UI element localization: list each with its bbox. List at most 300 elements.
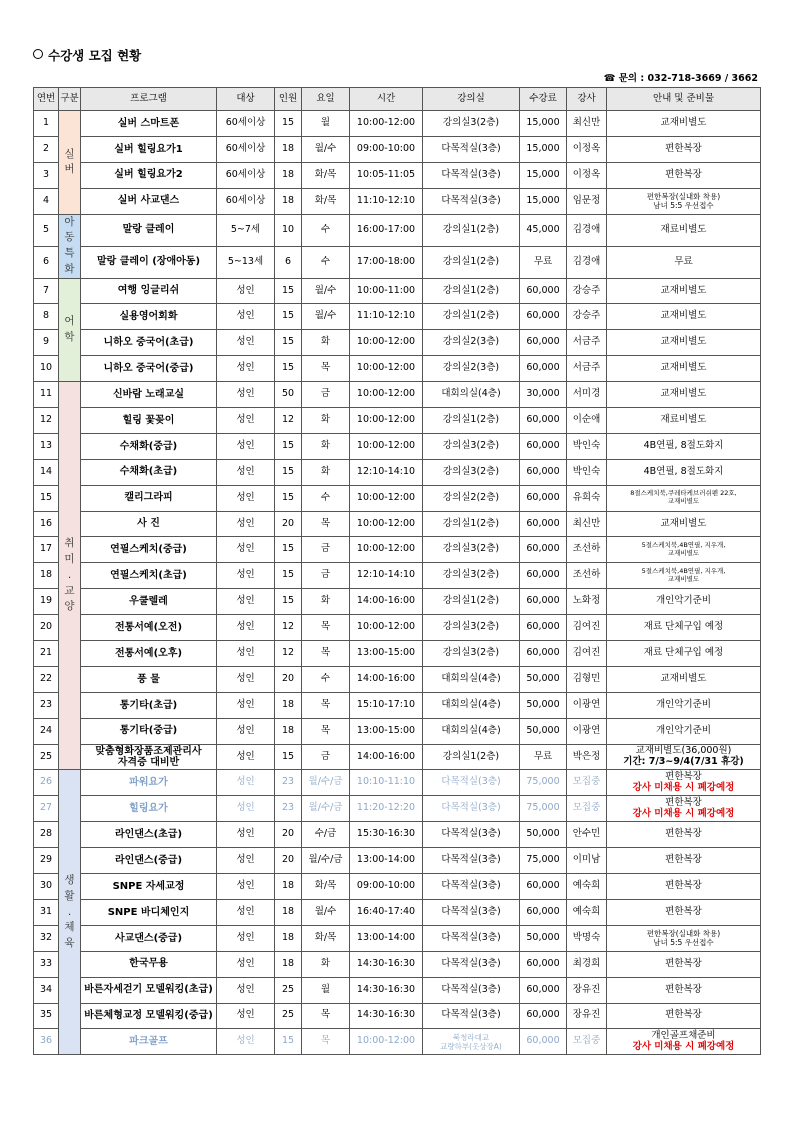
- cell-note: 8절스케치북,쿠레타케브러쉬펜 22호, 교재비별도: [607, 485, 761, 511]
- table-row: [34, 744, 761, 770]
- cell-teacher: 조선하: [567, 563, 607, 589]
- cell-day: 목: [302, 641, 350, 667]
- cell-day: 화: [302, 330, 350, 356]
- cell-day: 목: [302, 692, 350, 718]
- cell-target: 60세이상: [217, 111, 275, 137]
- cell-room: 대회의실(4층): [423, 666, 520, 692]
- cell-room: 북청라대교 교량하부(옷상장A): [423, 1029, 520, 1055]
- cell-time: 14:30-16:30: [350, 1003, 423, 1029]
- cell-teacher: 유희숙: [567, 485, 607, 511]
- cell-teacher: 서금주: [567, 330, 607, 356]
- cell-program: 연필스케치(중급): [81, 537, 217, 563]
- cell-teacher: 이정옥: [567, 162, 607, 188]
- table-row: [34, 874, 761, 900]
- cell-room: 강의실1(2층): [423, 214, 520, 246]
- cell-target: 성인: [217, 589, 275, 615]
- cell-note: 교재비별도: [607, 382, 761, 408]
- cell-teacher: 김경애: [567, 246, 607, 278]
- table-row: [34, 246, 761, 278]
- cell-teacher: 강승주: [567, 278, 607, 304]
- cell-time: 13:00-14:00: [350, 848, 423, 874]
- cell-fee: 45,000: [520, 214, 567, 246]
- header-cell: 시간: [350, 88, 423, 111]
- cell-day: 월/수: [302, 278, 350, 304]
- header-cell: 강사: [567, 88, 607, 111]
- cell-no: 18: [34, 563, 59, 589]
- cell-teacher: 모집중: [567, 796, 607, 822]
- cell-teacher: 김여진: [567, 641, 607, 667]
- cell-fee: 60,000: [520, 615, 567, 641]
- cell-no: 10: [34, 356, 59, 382]
- cell-fee: 50,000: [520, 822, 567, 848]
- table-row: [34, 136, 761, 162]
- cell-capacity: 15: [275, 744, 302, 770]
- cell-no: 22: [34, 666, 59, 692]
- cell-time: 10:10-11:10: [350, 770, 423, 796]
- cell-room: 다목적실(3층): [423, 136, 520, 162]
- cell-day: 화: [302, 433, 350, 459]
- cell-capacity: 18: [275, 925, 302, 951]
- cell-note: 개인악기준비: [607, 692, 761, 718]
- cell-room: 강의실2(3층): [423, 356, 520, 382]
- cell-program: 파워요가: [81, 770, 217, 796]
- cell-day: 목: [302, 718, 350, 744]
- cell-fee: 60,000: [520, 537, 567, 563]
- cell-capacity: 50: [275, 382, 302, 408]
- cell-room: 다목적실(3층): [423, 874, 520, 900]
- cell-day: 금: [302, 563, 350, 589]
- cell-teacher: 최신만: [567, 511, 607, 537]
- cell-day: 목: [302, 1003, 350, 1029]
- cell-program: 수채화(초급): [81, 459, 217, 485]
- cell-no: 15: [34, 485, 59, 511]
- cell-room: 대회의실(4층): [423, 692, 520, 718]
- table-row: [34, 162, 761, 188]
- cell-time: 10:00-12:00: [350, 615, 423, 641]
- cell-teacher: 이정옥: [567, 136, 607, 162]
- cell-room: 다목적실(3층): [423, 1003, 520, 1029]
- cell-time: 15:10-17:10: [350, 692, 423, 718]
- cell-note: 교재비별도: [607, 278, 761, 304]
- cell-no: 9: [34, 330, 59, 356]
- cell-room: 다목적실(3층): [423, 925, 520, 951]
- table-row: [34, 1003, 761, 1029]
- cell-program: 한국무용: [81, 951, 217, 977]
- cell-program: 여행 잉글리쉬: [81, 278, 217, 304]
- cell-note: 교재비별도: [607, 304, 761, 330]
- cell-fee: 75,000: [520, 770, 567, 796]
- cell-day: 수: [302, 246, 350, 278]
- cell-note: 편한복장: [607, 874, 761, 900]
- cell-teacher: 강승주: [567, 304, 607, 330]
- cell-note: 4B연필, 8절도화지: [607, 433, 761, 459]
- cell-note: 재료 단체구입 예정: [607, 641, 761, 667]
- table-row: [34, 304, 761, 330]
- cell-room: 강의실1(2층): [423, 589, 520, 615]
- cell-no: 24: [34, 718, 59, 744]
- cell-note: 교재비별도: [607, 356, 761, 382]
- cell-note: 편한복장: [607, 822, 761, 848]
- cell-program: 실버 스마트폰: [81, 111, 217, 137]
- cell-target: 성인: [217, 485, 275, 511]
- cell-target: 성인: [217, 330, 275, 356]
- cell-fee: 60,000: [520, 408, 567, 434]
- header-cell: 강의실: [423, 88, 520, 111]
- cell-note: 편한복장: [607, 1003, 761, 1029]
- cell-day: 화/목: [302, 188, 350, 214]
- cell-fee: 60,000: [520, 1029, 567, 1055]
- cell-capacity: 20: [275, 511, 302, 537]
- cell-target: 성인: [217, 408, 275, 434]
- cell-time: 10:00-12:00: [350, 330, 423, 356]
- cell-capacity: 18: [275, 874, 302, 900]
- cell-teacher: 이광연: [567, 718, 607, 744]
- cell-program: 말랑 클레이 (장애아동): [81, 246, 217, 278]
- cell-target: 성인: [217, 563, 275, 589]
- cell-capacity: 20: [275, 822, 302, 848]
- header-cell: 연번: [34, 88, 59, 111]
- cell-no: 8: [34, 304, 59, 330]
- cell-fee: 60,000: [520, 356, 567, 382]
- cell-no: 32: [34, 925, 59, 951]
- cell-target: 성인: [217, 1003, 275, 1029]
- cell-room: 강의실1(2층): [423, 408, 520, 434]
- cell-teacher: 장유진: [567, 977, 607, 1003]
- cell-note: 재료 단체구입 예정: [607, 615, 761, 641]
- table-row: [34, 511, 761, 537]
- table-row: [34, 485, 761, 511]
- cell-target: 성인: [217, 382, 275, 408]
- cell-target: 성인: [217, 615, 275, 641]
- cell-program: 바른체형교정 모델워킹(중급): [81, 1003, 217, 1029]
- cell-program: 바른자세걷기 모델워킹(초급): [81, 977, 217, 1003]
- cell-no: 21: [34, 641, 59, 667]
- table-row: [34, 433, 761, 459]
- cell-capacity: 18: [275, 162, 302, 188]
- cell-room: 강의실1(2층): [423, 278, 520, 304]
- cell-day: 월: [302, 977, 350, 1003]
- cell-target: 성인: [217, 770, 275, 796]
- cell-fee: 50,000: [520, 692, 567, 718]
- cell-no: 29: [34, 848, 59, 874]
- cell-fee: 75,000: [520, 848, 567, 874]
- category-cell: 취 미 . 교 양: [59, 382, 81, 770]
- cell-capacity: 15: [275, 304, 302, 330]
- cell-program: 사교댄스(중급): [81, 925, 217, 951]
- cell-program: 말랑 클레이: [81, 214, 217, 246]
- cell-capacity: 25: [275, 977, 302, 1003]
- cell-fee: 60,000: [520, 589, 567, 615]
- cell-program: 힐링요가: [81, 796, 217, 822]
- cell-no: 12: [34, 408, 59, 434]
- cell-time: 09:00-10:00: [350, 874, 423, 900]
- cell-target: 성인: [217, 977, 275, 1003]
- table-row: [34, 822, 761, 848]
- cell-room: 대회의실(4층): [423, 382, 520, 408]
- cell-teacher: 김여진: [567, 615, 607, 641]
- cell-no: 7: [34, 278, 59, 304]
- table-row: [34, 214, 761, 246]
- cell-day: 금: [302, 744, 350, 770]
- cell-room: 강의실3(2층): [423, 641, 520, 667]
- cell-note: 편한복장: [607, 899, 761, 925]
- cell-no: 26: [34, 770, 59, 796]
- cell-time: 10:00-12:00: [350, 111, 423, 137]
- cell-day: 목: [302, 1029, 350, 1055]
- cell-time: 13:00-15:00: [350, 718, 423, 744]
- table-row: [34, 382, 761, 408]
- cell-program: 전통서예(오전): [81, 615, 217, 641]
- cell-program: 통기타(중급): [81, 718, 217, 744]
- header-cell: 인원: [275, 88, 302, 111]
- cell-teacher: 이미남: [567, 848, 607, 874]
- cell-no: 20: [34, 615, 59, 641]
- cell-program: 실버 사교댄스: [81, 188, 217, 214]
- cell-capacity: 20: [275, 848, 302, 874]
- cell-fee: 15,000: [520, 188, 567, 214]
- table-row: [34, 589, 761, 615]
- cell-no: 28: [34, 822, 59, 848]
- cell-fee: 50,000: [520, 925, 567, 951]
- cell-capacity: 15: [275, 485, 302, 511]
- cell-target: 60세이상: [217, 162, 275, 188]
- cell-program: 신바람 노래교실: [81, 382, 217, 408]
- cell-capacity: 20: [275, 666, 302, 692]
- header-cell: 수강료: [520, 88, 567, 111]
- cell-capacity: 15: [275, 433, 302, 459]
- cell-time: 13:00-15:00: [350, 641, 423, 667]
- cell-time: 10:00-12:00: [350, 408, 423, 434]
- cell-teacher: 최경희: [567, 951, 607, 977]
- cell-note: 교재비별도: [607, 666, 761, 692]
- cell-day: 화: [302, 951, 350, 977]
- cell-program: 파크골프: [81, 1029, 217, 1055]
- table-row: [34, 692, 761, 718]
- cell-day: 월/수: [302, 136, 350, 162]
- cell-room: 강의실1(2층): [423, 304, 520, 330]
- cell-note: 4B연필, 8절도화지: [607, 459, 761, 485]
- cell-note: 편한복장(실내화 착용) 남녀 5:5 우선접수: [607, 188, 761, 214]
- cell-program: 라인댄스(중급): [81, 848, 217, 874]
- header-cell: 대상: [217, 88, 275, 111]
- cell-fee: 60,000: [520, 304, 567, 330]
- cell-room: 강의실3(2층): [423, 563, 520, 589]
- category-cell: 어 학: [59, 278, 81, 382]
- cell-day: 화: [302, 589, 350, 615]
- cell-target: 성인: [217, 744, 275, 770]
- cell-capacity: 15: [275, 111, 302, 137]
- header-cell: 프로그램: [81, 88, 217, 111]
- cell-day: 월/수/금: [302, 848, 350, 874]
- cell-day: 화/목: [302, 925, 350, 951]
- cell-time: 16:00-17:00: [350, 214, 423, 246]
- cell-note: 교재비별도: [607, 511, 761, 537]
- cell-capacity: 12: [275, 615, 302, 641]
- cell-day: 금: [302, 537, 350, 563]
- cell-teacher: 박명숙: [567, 925, 607, 951]
- category-cell: 생 활 . 체 육: [59, 770, 81, 1055]
- cell-time: 10:00-12:00: [350, 1029, 423, 1055]
- cell-no: 23: [34, 692, 59, 718]
- cell-no: 6: [34, 246, 59, 278]
- cell-no: 33: [34, 951, 59, 977]
- cell-note: 편한복장: [607, 136, 761, 162]
- cell-program: 힐링 꽃꽂이: [81, 408, 217, 434]
- cell-fee: 30,000: [520, 382, 567, 408]
- cell-room: 대회의실(4층): [423, 718, 520, 744]
- cell-room: 강의실3(2층): [423, 433, 520, 459]
- cell-target: 성인: [217, 692, 275, 718]
- cell-fee: 50,000: [520, 718, 567, 744]
- cell-program: 풍 물: [81, 666, 217, 692]
- table-row: [34, 977, 761, 1003]
- cell-target: 5~13세: [217, 246, 275, 278]
- cell-room: 강의실3(2층): [423, 459, 520, 485]
- cell-target: 성인: [217, 718, 275, 744]
- cell-time: 10:00-12:00: [350, 511, 423, 537]
- cell-room: 강의실2(3층): [423, 330, 520, 356]
- cell-day: 화: [302, 459, 350, 485]
- cell-program: 니하오 중국어(중급): [81, 356, 217, 382]
- cell-note: 교재비별도(36,000원) 기간: 7/3~9/4(7/31 휴강): [607, 744, 761, 770]
- cell-time: 10:00-12:00: [350, 356, 423, 382]
- cell-time: 14:30-16:30: [350, 951, 423, 977]
- cell-time: 10:00-12:00: [350, 382, 423, 408]
- cell-room: 다목적실(3층): [423, 848, 520, 874]
- cell-time: 14:30-16:30: [350, 977, 423, 1003]
- cell-capacity: 18: [275, 692, 302, 718]
- cell-day: 목: [302, 615, 350, 641]
- cell-program: 통기타(초급): [81, 692, 217, 718]
- cell-teacher: 예숙희: [567, 899, 607, 925]
- cell-room: 다목적실(3층): [423, 796, 520, 822]
- cell-target: 성인: [217, 796, 275, 822]
- cell-capacity: 18: [275, 718, 302, 744]
- cell-day: 목: [302, 511, 350, 537]
- cell-room: 강의실1(2층): [423, 744, 520, 770]
- cell-room: 강의실1(2층): [423, 511, 520, 537]
- cell-day: 화/목: [302, 874, 350, 900]
- cell-note: 편한복장(실내화 착용) 남녀 5:5 우선접수: [607, 925, 761, 951]
- cell-program: 실버 힐링요가2: [81, 162, 217, 188]
- cell-no: 17: [34, 537, 59, 563]
- header-cell: 안내 및 준비물: [607, 88, 761, 111]
- cell-note: 5절스케치북,4B연필, 지우개, 교재비별도: [607, 563, 761, 589]
- cell-capacity: 23: [275, 796, 302, 822]
- header-cell: 요일: [302, 88, 350, 111]
- cell-target: 성인: [217, 848, 275, 874]
- table-row: [34, 770, 761, 796]
- cell-no: 5: [34, 214, 59, 246]
- contact-info: ☎ 문의 : 032-718-3669 / 3662: [603, 73, 758, 84]
- table-row: [34, 796, 761, 822]
- cell-time: 10:00-12:00: [350, 485, 423, 511]
- cell-time: 14:00-16:00: [350, 744, 423, 770]
- cell-day: 월/수/금: [302, 770, 350, 796]
- cell-fee: 60,000: [520, 278, 567, 304]
- cell-target: 성인: [217, 899, 275, 925]
- cell-time: 15:30-16:30: [350, 822, 423, 848]
- category-cell: 실 버: [59, 111, 81, 215]
- cell-teacher: 예숙희: [567, 874, 607, 900]
- recruitment-table: [33, 87, 761, 1055]
- cell-room: 강의실3(2층): [423, 537, 520, 563]
- cell-teacher: 박은정: [567, 744, 607, 770]
- cell-program: 실용영어회화: [81, 304, 217, 330]
- cell-target: 성인: [217, 278, 275, 304]
- cell-capacity: 15: [275, 459, 302, 485]
- cell-target: 성인: [217, 874, 275, 900]
- cell-time: 14:00-16:00: [350, 666, 423, 692]
- table-row: [34, 718, 761, 744]
- cell-fee: 60,000: [520, 1003, 567, 1029]
- category-cell: 아 동 특 화: [59, 214, 81, 278]
- cell-no: 14: [34, 459, 59, 485]
- table-row: [34, 848, 761, 874]
- cell-fee: 60,000: [520, 899, 567, 925]
- cell-time: 11:20-12:20: [350, 796, 423, 822]
- cell-day: 월/수: [302, 304, 350, 330]
- cell-time: 16:40-17:40: [350, 899, 423, 925]
- cell-no: 36: [34, 1029, 59, 1055]
- cell-fee: 60,000: [520, 433, 567, 459]
- cell-capacity: 25: [275, 1003, 302, 1029]
- cell-capacity: 15: [275, 563, 302, 589]
- cell-target: 60세이상: [217, 188, 275, 214]
- cell-teacher: 김형민: [567, 666, 607, 692]
- cell-note: 5절스케치북,4B연필, 지우개, 교재비별도: [607, 537, 761, 563]
- cell-capacity: 12: [275, 408, 302, 434]
- circle-icon: [33, 49, 43, 59]
- table-row: [34, 278, 761, 304]
- cell-target: 성인: [217, 1029, 275, 1055]
- cell-room: 강의실2(2층): [423, 485, 520, 511]
- table-row: [34, 951, 761, 977]
- cell-target: 성인: [217, 356, 275, 382]
- cell-teacher: 모집중: [567, 1029, 607, 1055]
- cell-no: 27: [34, 796, 59, 822]
- cell-fee: 15,000: [520, 162, 567, 188]
- cell-time: 10:00-11:00: [350, 278, 423, 304]
- cell-note: 개인악기준비: [607, 718, 761, 744]
- cell-note: 재료비별도: [607, 214, 761, 246]
- cell-room: 강의실3(2층): [423, 615, 520, 641]
- cell-time: 10:00-12:00: [350, 433, 423, 459]
- cell-target: 성인: [217, 666, 275, 692]
- cell-no: 16: [34, 511, 59, 537]
- cell-teacher: 서미경: [567, 382, 607, 408]
- cell-capacity: 18: [275, 188, 302, 214]
- cell-target: 성인: [217, 304, 275, 330]
- cell-day: 목: [302, 356, 350, 382]
- cell-target: 성인: [217, 459, 275, 485]
- cell-time: 12:10-14:10: [350, 563, 423, 589]
- cell-day: 수: [302, 214, 350, 246]
- cell-no: 11: [34, 382, 59, 408]
- cell-note: 무료: [607, 246, 761, 278]
- cell-program: 라인댄스(초급): [81, 822, 217, 848]
- cell-program: 맞춤형화장품조제관리사 자격증 대비반: [81, 744, 217, 770]
- cell-no: 1: [34, 111, 59, 137]
- cell-capacity: 12: [275, 641, 302, 667]
- header-cell: 구분: [59, 88, 81, 111]
- cell-no: 2: [34, 136, 59, 162]
- cell-time: 11:10-12:10: [350, 188, 423, 214]
- cell-teacher: 노화정: [567, 589, 607, 615]
- cell-program: 캘리그라피: [81, 485, 217, 511]
- cell-target: 성인: [217, 925, 275, 951]
- cell-room: 다목적실(3층): [423, 822, 520, 848]
